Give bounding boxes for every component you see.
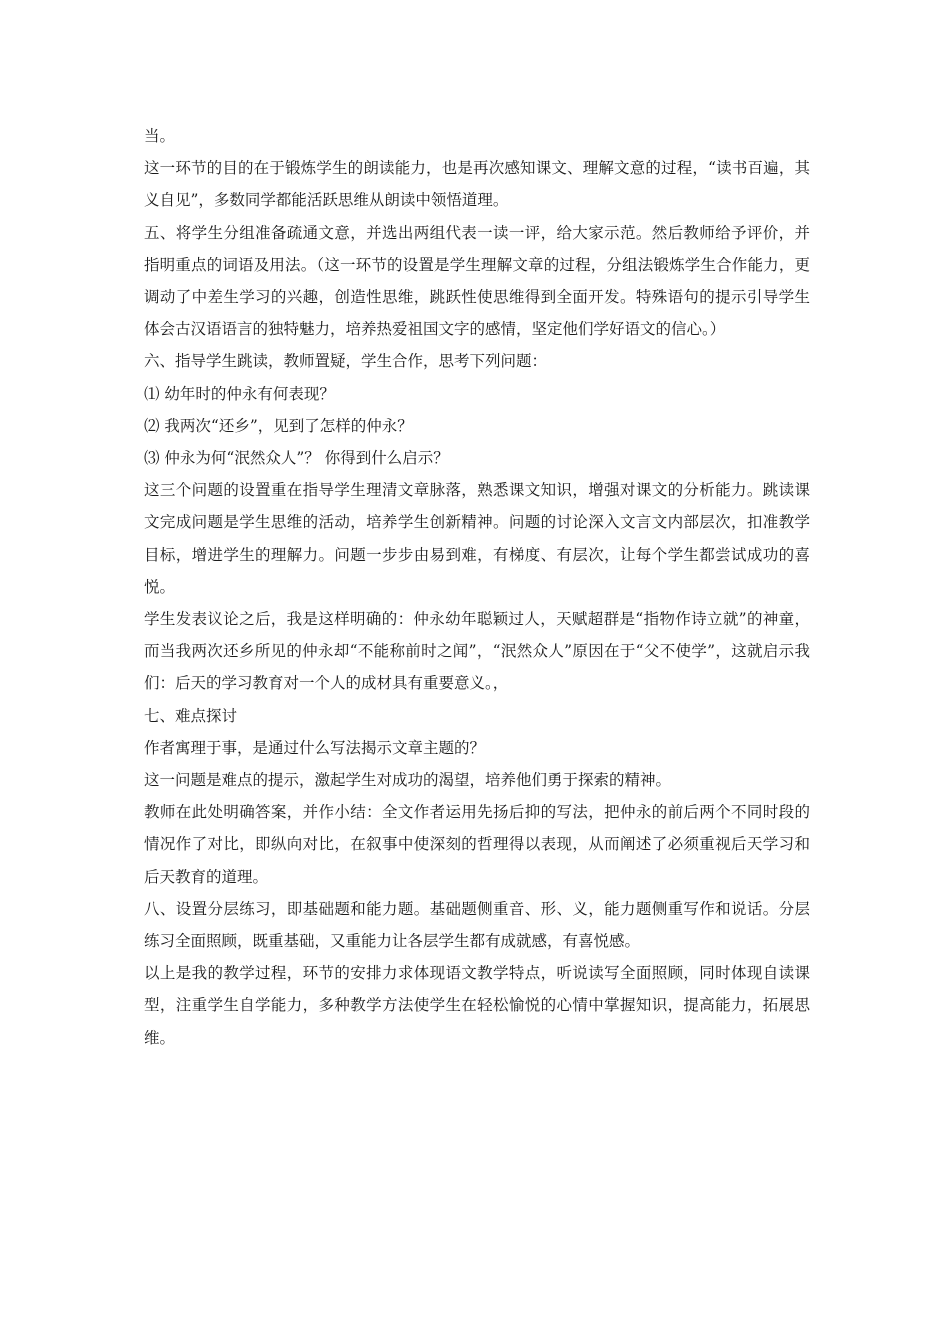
paragraph-closing: 以上是我的教学过程，环节的安排力求体现语文教学特点，听说读写全面照顾，同时体现自读课型，注重学生自学能力，多种教学方法使学生在轻松愉悦的心情中掌握知识，提高能力，拓展思维。 xyxy=(144,964,810,1047)
paragraph-discussion-conclusion: 学生发表议论之后，我是这样明确的：仲永幼年聪颖过人，天赋超群是“指物作诗立就”的神童，而当我两次还乡所见的仲永却“不能称前时之闻”，“泯然众人”原因在于“父不使学”，这就启示我们：后天的学习教育对一个人的成材具有重要意义。， xyxy=(144,610,810,693)
heading-step-seven: 七、难点探讨 xyxy=(144,706,238,725)
document-body xyxy=(144,120,810,1054)
paragraph-question-design: 这三个问题的设置重在指导学生理清文章脉落，熟悉课文知识，增强对课文的分析能力。跳读课文完成问题是学生思维的活动，培养学生创新精神。问题的讨论深入文言文内部层次，扣准教学目标，增进学生的理解力。问题一步步由易到难，有梯度、有层次，让每个学生都尝试成功的喜悦。 xyxy=(144,481,810,596)
paragraph-continuation: 当。 xyxy=(144,127,176,145)
paragraph-step-five: 五、将学生分组准备疏通文意，并选出两组代表一读一评，给大家示范。然后教师给予评价，并指明重点的词语及用法。（这一环节的设置是学生理解文章的过程，分组法锻炼学生合作能力，更调动了中差生学习的兴趣，创造性思维，跳跃性使思维得到全面开发。特殊语句的提示引导学生体会古汉语语言的独特魅力，培养热爱祖国文字的感情，坚定他们学好语文的信心。） xyxy=(144,223,810,339)
paragraph-step-six: 六、指导学生跳读，教师置疑，学生合作，思考下列问题： xyxy=(144,352,548,371)
question-2: ⑵ 我两次“还乡”，见到了怎样的仲永？ xyxy=(144,416,413,435)
paragraph-difficulty-question: 作者寓理于事，是通过什么写法揭示文章主题的？ xyxy=(144,738,486,757)
paragraph-reading-purpose: 这一环节的目的在于锻炼学生的朗读能力，也是再次感知课文、理解文意的过程，“读书百遍，其义自见”，多数同学都能活跃思维从朗读中领悟道理。 xyxy=(144,159,810,210)
question-1: ⑴ 幼年时的仲永有何表现？ xyxy=(144,384,335,403)
paragraph-step-eight: 八、设置分层练习，即基础题和能力题。基础题侧重音、形、义，能力题侧重写作和说话。分层练习全面照顾，既重基础，又重能力让各层学生都有成就感，有喜悦感。 xyxy=(144,899,810,951)
question-3: ⑶ 仲永为何“泯然众人”？ 你得到什么启示？ xyxy=(144,449,449,468)
paragraph-difficulty-hint: 这一问题是难点的提示，激起学生对成功的渴望，培养他们勇于探索的精神。 xyxy=(144,771,672,790)
paragraph-teacher-summary: 教师在此处明确答案，并作小结：全文作者运用先扬后抑的写法，把仲永的前后两个不同时段的情况作了对比，即纵向对比，在叙事中使深刻的哲理得以表现，从而阐述了必须重视后天学习和后天教育的道理。 xyxy=(144,803,810,886)
